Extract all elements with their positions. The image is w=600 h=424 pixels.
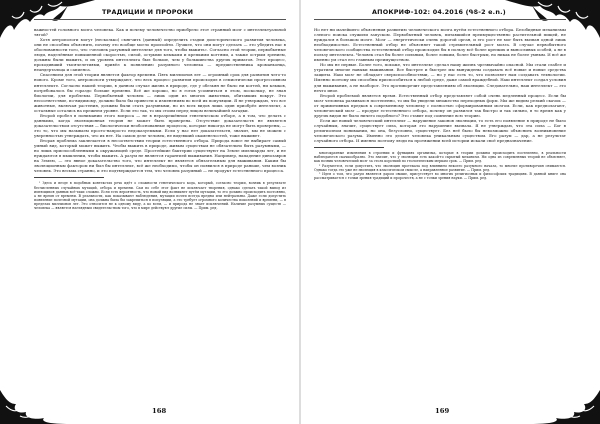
- running-head: АПОКРИФ-102: 04.2016 (ԳՏ-2 e.n.): [372, 8, 506, 16]
- paragraph: Если же новый человеческий интеллект — нарушение законов эволюции, то есть его появление в природе не было случайным, значит, существует сила, которая это нарушение вызвала. Я не утверждаю, что эта сила — Бог в религиозном понимании, но она, безусловно, существует. Без неё было бы невозможно объяснить возникновение человеческого разума. Именно это делает человека уникальным существом. Его разум — дар, а не результат случайного отбора. И именно поэтому люди на протяжении всей истории искали своё предназначение.: [314, 117, 566, 144]
- running-head: ТРАДИЦИИ И ПРОРОКИ: [102, 8, 194, 16]
- paragraph: Хотя антропологи могут (несколько) смягчить (данный) определить стадии доисторического развития человека, они не способны объяснить, почему это вообще могло произойти. Лучшее, что они могут сделать — это убедить нас в обоснованности того, что «человек разумный интеллект для того, чтобы выжить». Согласно этой теории, первобытные люди, наделённые повышенной скоростью, силой, острыми клыками и крепкими когтями, а также острым зрением, должны были выжить, и их уровень интеллекта был больше, чем у большинства других приматов. Этот процесс, проходивший тысячелетиями, привёл к появлению разумного человека — предшественника кроманьонца, неандертальца и сапиенса.: [34, 37, 286, 73]
- footnote: ³ Идея о том, что разум является даром свыше, присутствует во многих религиозных и философских традициях. В данной книге она рассматривается с точки зрения традиций и пророчеств, а не с точки зрения науки. — Прим. ред.: [314, 171, 566, 181]
- corner-ornament-bottom-left: [0, 390, 70, 424]
- paragraph: Второй проблемой является время. Естественный отбор представляет собой очень медленный процесс. Если бы мозг человека развивался постепенно, то мы бы увидели множество переходных форм. Мы же видим резкий скачок — от примитивных предков к современному человеку с полностью сформированным мозгом. Если, как предполагают, человеческий мозг — продукт естественного отбора, почему он развился так быстро и так сильно, в то время как у других видов не было ничего подобного? Это ставит под сомнение всю теорию.: [314, 92, 566, 118]
- corner-ornament-bottom-right: [530, 390, 600, 424]
- header-rule: [34, 19, 286, 20]
- paragraph: важностей головного мозга человека. Как и почему человечество приобрело этот странный мозг с интеллектуальной тягой?: [34, 27, 286, 38]
- right-page: [300, 0, 600, 424]
- footnote: многократные изменения в строении и функциях организма, которые в теории должны происходить постепенно, в реальности наблюдаются скачкообразно. Это значит, что у эволюции есть какой-то скрытый механизм. Ни одна из современных теорий не объясняет, как возник человеческий мозг за столь короткий по геологическим меркам срок. — Прим. ред.: [314, 151, 566, 164]
- paragraph: Второй пробел в понимании этого вопроса — не в неразрешённом генетическом отборе, а в том, что делать с данными, когда эволюционная теория не может быть проверена. Отсутствие доказательств не является доказательством отсутствия — биологически необоснованные процессы, которые никогда не могут быть проверены, — это то, что мы называем просто-напросто недоказуемыми. Если у нас нет доказательств, значит, мы не можем с уверенностью утверждать, что их нет. На самом деле человек, не видевший окаменелостей, тоже выживет.: [34, 112, 286, 138]
- right-body-text: [314, 27, 566, 180]
- page-number: 168: [152, 407, 167, 415]
- paragraph: Но нет ни малейшего объяснения развитию человеческого мозга путём естественного отбора. Безобидные механизмы слепого поиска служили запуском. Первобытный человек, питавшийся преимущественно растительной пищей, не нуждался в большом мозге. Мозг — энергетически очень дорогой орган, и его рост не мог быть вызван одной лишь необходимостью. Естественный отбор не объясняет такой стремительный рост мозга. В случае первобытного человеческого сообщества естественный отбор происходил бы в пользу всё более крепких и выносливых особей, а не в пользу интеллекта. Человек стал бы более сильным, более ловким, более быстрым, но никак не более умным. И всё же именно ум стал его главным преимуществом.: [314, 27, 566, 63]
- footnote-rule: [34, 177, 104, 178]
- page-number: 169: [435, 407, 450, 415]
- paragraph: Вторая проблема заключается в несоответствии теории естественного отбора. Природа вовсе не выбирает самый умный вид, который может выжить. Чтобы выжить в природе, живым существам не обязательно быть разумными, — но лишь приспособленными к окружающей среде. Простейшие бактерии существуют на Земле миллиарды лет, и не нуждаются в мышлении, чтобы выжить. А разум не является гарантией выживания. Например, нападение динозавров на Землю, — это явное доказательство того, что интеллект не является обязательным для выживания. Каким бы эволюционным фактором ни был бы интеллект, всё же необходимо, чтобы он появился в природе раньше, чем возник человек. Это весьма странно, и это подтверждается тем, что человек разумный — не продукт естественного процесса.: [34, 138, 286, 174]
- footnote: ¹ Здесь и везде в подобных контекстах речь идёт о сложности генетического кода, который, согласно теории, возник в результате бесчисленных случайных мутаций, отбора и времени. Сам по себе этот факт не исключает творения, однако сделать такой вывод из имеющихся данных всё-таки сложно. Если есть вероятность, что новый вид возникнет путём мутации, то это должно происходить постоянно, а не время от времени. В реальности, как показывают наблюдения, мутации почти всегда вредны или нейтральны. Даже если допустить появление полезной мутации, она должна была бы закрепиться в популяции, а это требует огромного количества поколений и времени, — в пределах миллионов лет. Это относится не к одному виду, а ко всем, — и природа не знает исключений. Наличие разумных существ — человека — является наглядным свидетельством того, что в мире действуют другие силы. — Прим. ред.: [34, 181, 286, 211]
- left-body-text: [34, 27, 286, 210]
- footnote: ² Разумеется, если допустить, что эволюция протекала под влиянием некоего разумного начала, то многие противоречия снимаются. Однако тогда это уже не эволюция в классическом смысле, а направленное развитие. — Прим. ред.: [314, 163, 566, 172]
- footnote-rule: [314, 147, 384, 148]
- paragraph: Но мы не первые. Более того, похоже, что интеллект сделал нашу жизнь чрезвычайно опасной. Мы стали слабее и утратили многие навыки выживания. Все быстрее и быстрее мы вынуждены создавать всё новые и новые средства защиты. Наш мозг не обладает сверхспособностями, — но у нас есть то, что позволяет нам создавать технологии. Именно поэтому мы способны приспособиться к любой среде, даже самой враждебной. Наш интеллект создал условия для выживания, а не наоборот. Это противоречит представлениям об эволюции. Следовательно, наш интеллект — это нечто иное.: [314, 62, 566, 93]
- header-rule: [314, 19, 566, 20]
- paragraph: Спасением для этой теории является фактор времени. Пять миллионов лет — огромный срок для развития чего-то нового. Кроме того, антропологи утверждают, что весь процесс развития происходил в семиотически прогрессивном интеллекте. Согласно нашей теории, в данном случае жизнь в природе, где у обезьян не было ни когтей, ни клыков, потребовалось бы гораздо больше времени. Всё же хорошо, но я готов усомниться в этом, поскольку, не зная биологии, для проблемы. Первобытный человек — лишь один из многих животных, обитавших вокруг. Это несоответствие, по-видимому, должно было бы привести к изменениям во всей их популяции. Я не утверждаю, что все животные, включая растения, должны были стать разумными, но из всех видов лишь один приобрёл интеллект, а остальные остались на прежнем уровне. Если это так, то мы стоим перед лицом величайшей загадки.: [34, 72, 286, 113]
